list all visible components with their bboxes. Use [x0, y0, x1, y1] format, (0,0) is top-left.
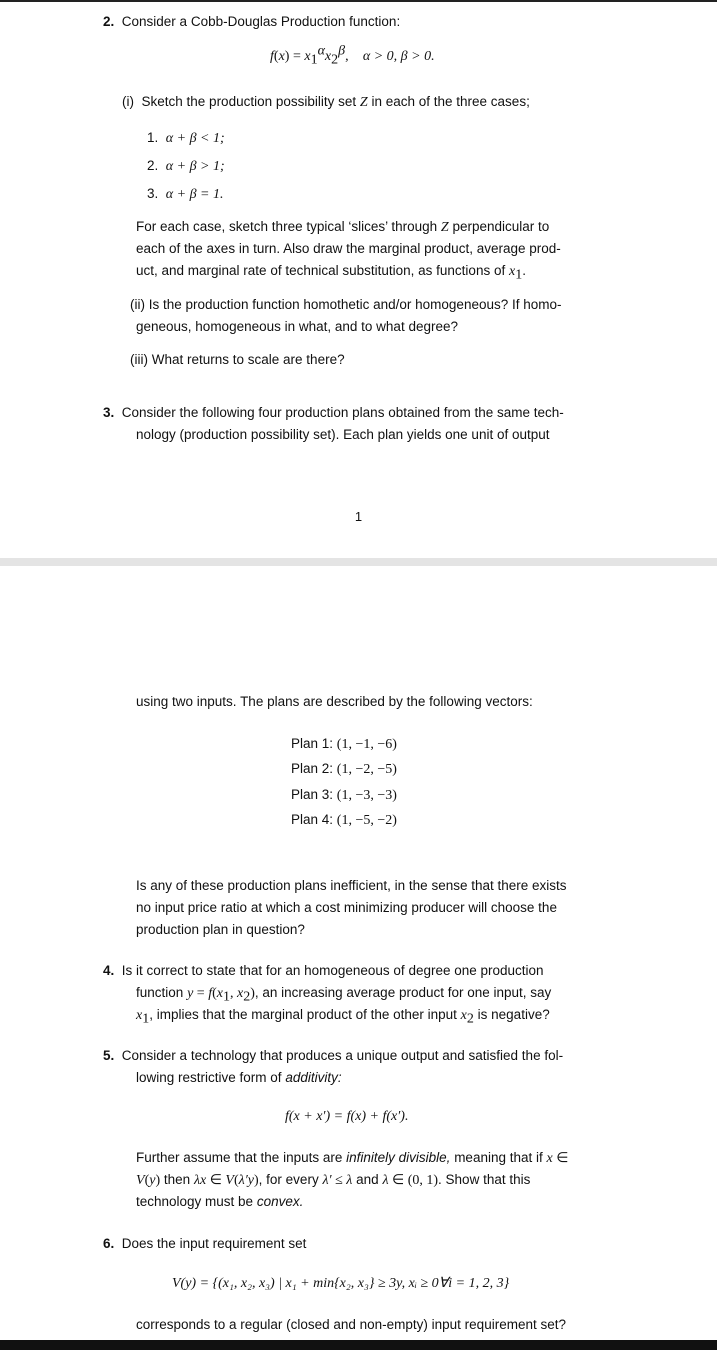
case-3: 3. α + β = 1.: [147, 186, 224, 202]
question-5-line-1: 5. Consider a technology that produces a unique output and satisfied the fol-: [103, 1048, 564, 1063]
question-4-line-2: function $y = f(x_1$, $x_2$), an increasing average product for one input, say: [136, 985, 552, 1005]
question-4-line-1: 4. Is it correct to state that for an homogeneous of degree one production: [103, 963, 544, 978]
question-2-part-ii-line-1: (ii) Is the production function homothetic and/or homogeneous? If homo-: [130, 297, 562, 312]
additivity-equation: f(x + x′) = f(x) + f(x′).: [285, 1109, 409, 1124]
question-2-part-iii: (iii) What returns to scale are there?: [130, 352, 345, 367]
cobb-douglas-equation: $f(x) = x_1^\alpha x_2^\beta$, α > 0, β > 0.: [270, 43, 435, 68]
question-3-ask-line-3: production plan in question?: [136, 922, 305, 937]
question-3-ask-line-2: no input price ratio at which a cost minimizing producer will choose the: [136, 900, 557, 915]
question-5-line-2: lowing restrictive form of additivity:: [136, 1070, 342, 1085]
case-1: 1. α + β < 1;: [147, 130, 225, 146]
slices-text-line-2: each of the axes in turn. Also draw the marginal product, average prod-: [136, 241, 561, 256]
bottom-border: [0, 1340, 717, 1350]
input-requirement-equation: V(y) = {(x₁, x₂, x₃) | x₁ + min{x₂, x₃} ≥ 3y, xᵢ ≥ 0∀i = 1, 2, 3}: [172, 1276, 510, 1291]
question-6-line-1: 6. Does the input requirement set: [103, 1236, 307, 1251]
question-4-line-3: $x_1$, implies that the marginal product of the other input $x_2$ is negative?: [136, 1007, 550, 1027]
page-number: 1: [354, 509, 363, 524]
question-3-line-2: nology (production possibility set). Each plan yields one unit of output: [136, 427, 550, 442]
question-6-line-2: corresponds to a regular (closed and non-empty) input requirement set?: [136, 1317, 566, 1332]
question-5-line-5: technology must be convex.: [136, 1194, 304, 1209]
slices-text-line-1: For each case, sketch three typical ‘slices’ through Z perpendicular to: [136, 219, 550, 235]
plan-1: Plan 1: (1, −1, −6): [291, 736, 397, 752]
page-2: [0, 566, 717, 1340]
question-3-line-1: 3. Consider the following four production plans obtained from the same tech-: [103, 405, 564, 420]
question-5-line-3: Further assume that the inputs are infinitely divisible, meaning that if x ∈: [136, 1150, 569, 1166]
question-3-line-3: using two inputs. The plans are described by the following vectors:: [136, 694, 533, 709]
page-1: [0, 2, 717, 558]
plan-4: Plan 4: (1, −5, −2): [291, 812, 397, 828]
plan-3: Plan 3: (1, −3, −3): [291, 787, 397, 803]
question-2-intro: 2. Consider a Cobb-Douglas Production function:: [103, 14, 401, 29]
page-gap: [0, 558, 717, 566]
question-3-ask-line-1: Is any of these production plans inefficient, in the sense that there exists: [136, 878, 567, 893]
question-5-line-4: V(y) then λx ∈ V(λ′y), for every λ′ ≤ λ and λ ∈ (0, 1). Show that this: [136, 1172, 531, 1188]
question-2-part-ii-line-2: geneous, homogeneous in what, and to what degree?: [136, 319, 458, 334]
case-2: 2. α + β > 1;: [147, 158, 225, 174]
plan-2: Plan 2: (1, −2, −5): [291, 761, 397, 777]
slices-text-line-3: uct, and marginal rate of technical substitution, as functions of $x_1$.: [136, 263, 526, 283]
question-2-part-i: (i) Sketch the production possibility set Z in each of the three cases;: [122, 94, 530, 110]
